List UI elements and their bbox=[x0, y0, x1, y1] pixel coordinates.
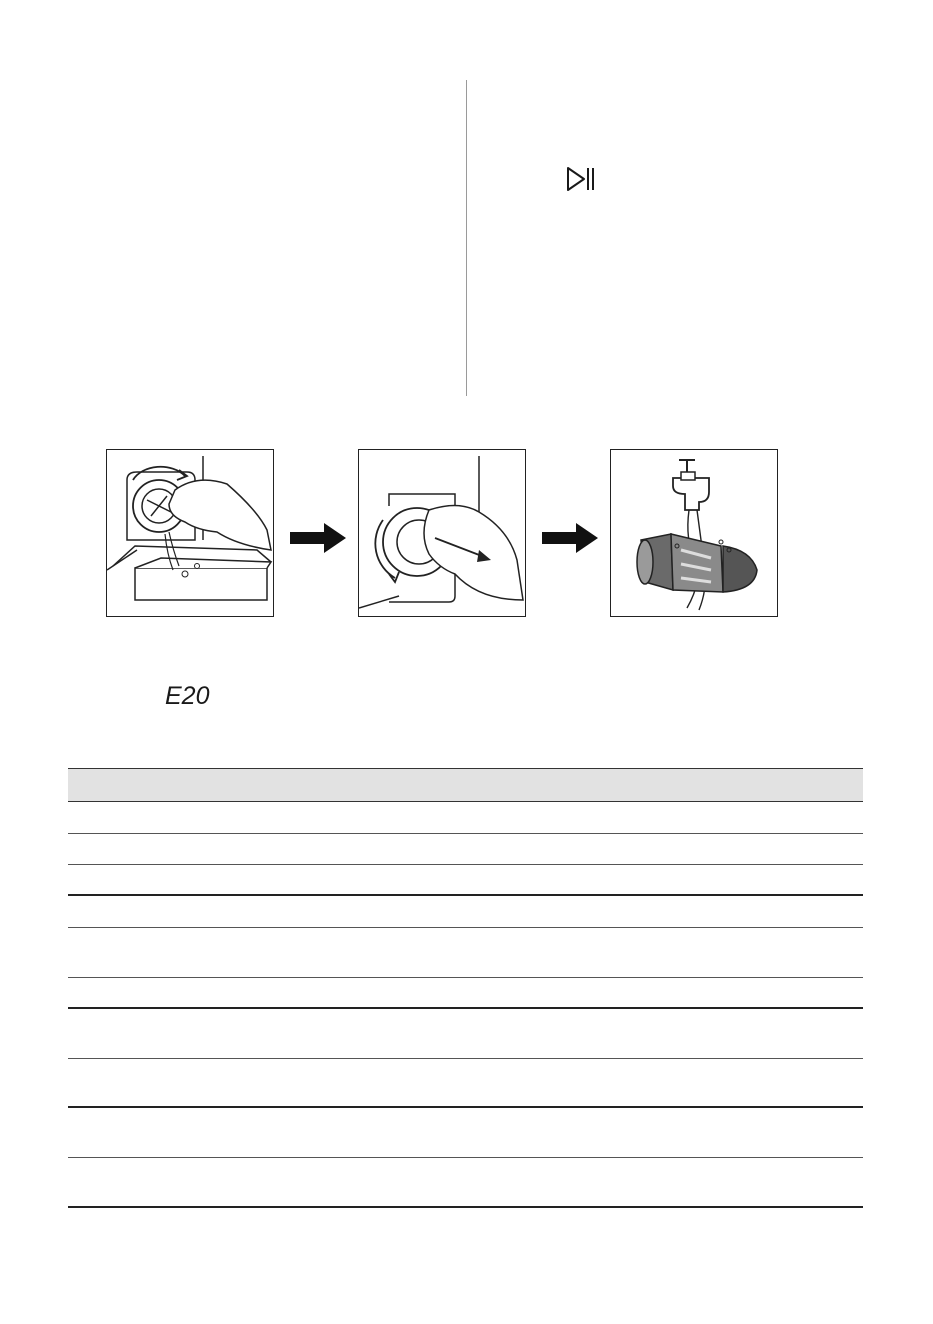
next-step-arrow-icon bbox=[290, 523, 346, 553]
filter-pull-out-icon bbox=[359, 450, 525, 616]
rinse-filter-illustration bbox=[610, 449, 778, 617]
table-row bbox=[68, 1158, 863, 1208]
table-row bbox=[68, 1108, 863, 1158]
troubleshooting-table bbox=[68, 768, 863, 1208]
table-row bbox=[68, 865, 863, 896]
table-header bbox=[68, 768, 863, 802]
table-row bbox=[68, 1059, 863, 1108]
table-row bbox=[68, 896, 863, 928]
error-code-text: E20 bbox=[165, 682, 210, 710]
e20-display-icon bbox=[163, 680, 215, 710]
filter-unscrew-icon bbox=[107, 450, 273, 616]
table-row bbox=[68, 1009, 863, 1059]
play-pause-icon bbox=[566, 166, 596, 192]
table-row bbox=[68, 802, 863, 834]
unscrew-filter-illustration bbox=[106, 449, 274, 617]
table-row bbox=[68, 928, 863, 978]
table-row bbox=[68, 978, 863, 1009]
filter-rinse-icon bbox=[611, 450, 777, 616]
next-step-arrow-icon bbox=[542, 523, 598, 553]
remove-filter-illustration bbox=[358, 449, 526, 617]
column-divider bbox=[466, 80, 467, 396]
table-row bbox=[68, 834, 863, 865]
